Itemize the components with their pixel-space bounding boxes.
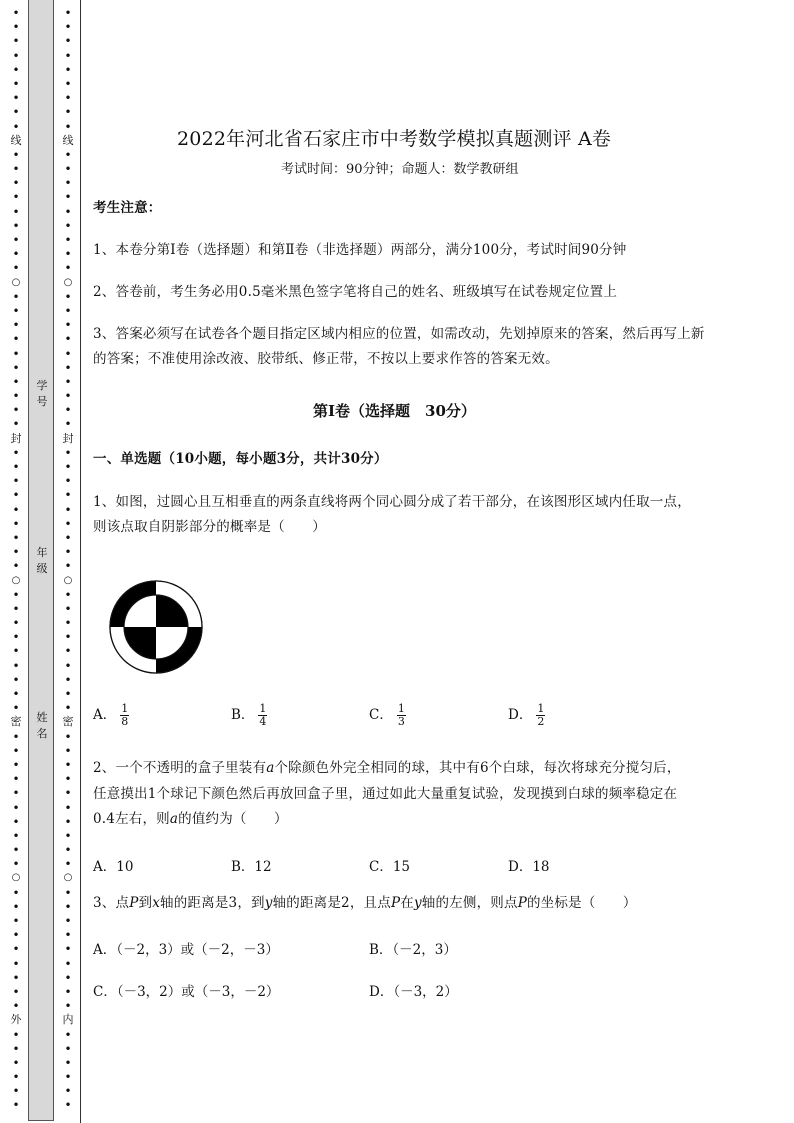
- seal-dot: •: [12, 545, 20, 560]
- seal-dot: •: [64, 984, 72, 999]
- section-title: 第Ⅰ卷（选择题 30分）: [313, 402, 476, 420]
- seal-dot: •: [12, 332, 20, 347]
- seal-dot: •: [64, 970, 72, 985]
- seal-dot: •: [12, 346, 20, 361]
- notice-item-3-cont: 的答案；不准使用涂改液、胶带纸、修正带，不按以上要求作答的答案无效。: [93, 351, 559, 367]
- seal-dot: •: [64, 6, 72, 20]
- q3-option-b[interactable]: B．（－2，3）: [369, 942, 457, 958]
- q2-option-b[interactable]: B．12: [231, 859, 272, 875]
- seal-dot: •: [64, 800, 72, 815]
- seal-dot: •: [64, 928, 72, 943]
- seal-dot: •: [64, 119, 72, 134]
- seal-dot: •: [12, 658, 20, 673]
- seal-dot: •: [12, 474, 20, 489]
- q1-option-d[interactable]: D． $\frac{1}{2}$: [508, 702, 545, 728]
- seal-dot: •: [12, 857, 20, 872]
- seal-dot: •: [64, 914, 72, 928]
- seal-dot: •: [12, 701, 20, 716]
- seal-dot: •: [64, 247, 72, 262]
- field-grade: 年级: [36, 546, 48, 575]
- seal-dot: •: [64, 1070, 72, 1085]
- seal-dot: •: [64, 786, 72, 801]
- seal-dot: •: [64, 147, 72, 162]
- seal-dot: •: [64, 460, 72, 474]
- q3-option-d[interactable]: D．（－3，2）: [369, 984, 458, 1000]
- seal-dot: •: [64, 687, 72, 701]
- seal-dot: •: [64, 62, 72, 77]
- seal-dot: •: [12, 6, 20, 20]
- seal-dot: •: [64, 360, 72, 375]
- seal-dot: •: [12, 729, 20, 744]
- seal-dot: •: [64, 91, 72, 106]
- seal-circle-icon: ○: [63, 872, 73, 884]
- q1-text-line2: 则该点取自阴影部分的概率是（ ）: [93, 519, 326, 535]
- part-heading: 一、单选题（10小题，每小题3分，共计30分）: [93, 451, 388, 467]
- seal-dot: •: [12, 1084, 20, 1099]
- seal-mark: 封: [62, 431, 74, 445]
- seal-dot: •: [64, 772, 72, 787]
- seal-dot: •: [12, 970, 20, 985]
- seal-dot: •: [12, 48, 20, 63]
- seal-circle-icon: ○: [63, 276, 73, 288]
- seal-dot: •: [64, 956, 72, 971]
- seal-dot: •: [12, 176, 20, 191]
- seal-dot: •: [64, 502, 72, 517]
- q1-option-b[interactable]: B． $\frac{1}{4}$: [231, 702, 267, 728]
- seal-dot: •: [64, 289, 72, 304]
- q2-text-line3: 0.4左右，则a的值约为（ ）: [93, 811, 288, 827]
- seal-dot: •: [64, 743, 72, 758]
- seal-dot: •: [12, 956, 20, 971]
- seal-mark: 密: [10, 715, 22, 729]
- seal-dot: •: [12, 318, 20, 333]
- q1-text-line1: 1、如图，过圆心且互相垂直的两条直线将两个同心圆分成了若干部分，在该图形区域内任取一点，: [93, 494, 691, 510]
- seal-dot: •: [12, 559, 20, 574]
- seal-dot: •: [64, 190, 72, 205]
- seal-dot: •: [12, 1098, 20, 1113]
- seal-dot: •: [12, 616, 20, 631]
- seal-dot: •: [64, 218, 72, 233]
- seal-dot: •: [12, 914, 20, 928]
- seal-dot: •: [64, 318, 72, 333]
- seal-dot: •: [64, 672, 72, 687]
- notice-item-3: 3、答案必须写在试卷各个题目指定区域内相应的位置，如需改动，先划掉原来的答案，然后再写上新: [93, 326, 705, 342]
- seal-dot: •: [12, 389, 20, 404]
- outer-seal-line: [10, 6, 22, 1113]
- seal-dot: •: [64, 389, 72, 404]
- seal-dot: •: [64, 1098, 72, 1113]
- seal-dot: •: [12, 445, 20, 460]
- seal-circle-icon: ○: [63, 574, 73, 586]
- seal-dot: •: [64, 814, 72, 829]
- seal-dot: •: [64, 1027, 72, 1042]
- q3-option-a[interactable]: A．（－2，3）或（－2，－3）: [93, 942, 279, 958]
- seal-dot: •: [12, 360, 20, 375]
- seal-dot: •: [64, 828, 72, 843]
- q3-option-c[interactable]: C．（－3，2）或（－3，－2）: [93, 984, 280, 1000]
- seal-dot: •: [64, 843, 72, 858]
- seal-dot: •: [12, 743, 20, 758]
- seal-dot: •: [12, 218, 20, 233]
- seal-dot: •: [12, 1055, 20, 1070]
- margin-border: [80, 0, 81, 1123]
- seal-dot: •: [12, 644, 20, 659]
- seal-dot: •: [12, 34, 20, 49]
- seal-dot: •: [12, 630, 20, 645]
- seal-dot: •: [12, 460, 20, 474]
- seal-dot: •: [12, 772, 20, 787]
- seal-dot: •: [12, 303, 20, 318]
- field-name: 姓名: [36, 711, 48, 740]
- seal-dot: •: [64, 1055, 72, 1070]
- seal-mark: 封: [10, 431, 22, 445]
- seal-dot: •: [12, 786, 20, 801]
- seal-dot: •: [64, 630, 72, 645]
- seal-circle-icon: ○: [11, 574, 21, 586]
- seal-dot: •: [64, 658, 72, 673]
- seal-dot: •: [64, 474, 72, 489]
- seal-dot: •: [12, 757, 20, 772]
- seal-dot: •: [12, 1041, 20, 1056]
- seal-dot: •: [12, 204, 20, 219]
- seal-dot: •: [64, 403, 72, 418]
- seal-dot: •: [12, 119, 20, 134]
- seal-dot: •: [64, 346, 72, 361]
- seal-dot: •: [64, 261, 72, 276]
- seal-dot: •: [64, 601, 72, 616]
- seal-dot: •: [12, 899, 20, 914]
- notice-item-2: 2、答卷前，考生务必用0.5毫米黑色签字笔将自己的姓名、班级填写在试卷规定位置上: [93, 284, 618, 300]
- seal-dot: •: [64, 559, 72, 574]
- seal-dot: •: [12, 1027, 20, 1042]
- seal-dot: •: [64, 162, 72, 177]
- seal-dot: •: [12, 147, 20, 162]
- seal-dot: •: [64, 303, 72, 318]
- seal-dot: •: [64, 942, 72, 957]
- q2-text-line1: 2、一个不透明的盒子里装有a个除颜色外完全相同的球，其中有6个白球，每次将球充分搅匀后，: [93, 760, 681, 776]
- seal-mark: 线: [10, 133, 22, 147]
- seal-dot: •: [64, 899, 72, 914]
- seal-dot: •: [64, 757, 72, 772]
- q1-figure-concentric-circles: [107, 578, 205, 676]
- binding-margin: [0, 0, 82, 1123]
- seal-dot: •: [12, 374, 20, 389]
- seal-dot: •: [64, 105, 72, 120]
- seal-dot: •: [64, 545, 72, 560]
- q2-option-d[interactable]: D．18: [508, 859, 550, 875]
- seal-dot: •: [64, 445, 72, 460]
- seal-dot: •: [64, 374, 72, 389]
- seal-dot: •: [12, 488, 20, 503]
- seal-dot: •: [64, 48, 72, 63]
- seal-dot: •: [12, 530, 20, 545]
- seal-dot: •: [64, 233, 72, 247]
- seal-dot: •: [12, 233, 20, 247]
- seal-dot: •: [12, 105, 20, 120]
- seal-dot: •: [64, 885, 72, 900]
- seal-dot: •: [64, 701, 72, 716]
- seal-dot: •: [64, 729, 72, 744]
- seal-dot: •: [12, 843, 20, 858]
- seal-dot: •: [64, 587, 72, 602]
- q1-option-a[interactable]: A． $\frac{1}{8}$: [93, 702, 129, 728]
- seal-dot: •: [12, 502, 20, 517]
- seal-dot: •: [12, 999, 20, 1014]
- seal-dot: •: [64, 857, 72, 872]
- seal-dot: •: [64, 417, 72, 432]
- seal-dot: •: [12, 800, 20, 815]
- seal-dot: •: [64, 76, 72, 91]
- seal-dot: •: [64, 20, 72, 35]
- seal-dot: •: [12, 261, 20, 276]
- q2-text-line2: 任意摸出1个球记下颜色然后再放回盒子里，通过如此大量重复试验，发现摸到白球的频率稳定在: [93, 786, 678, 802]
- seal-dot: •: [12, 885, 20, 900]
- seal-dot: •: [12, 91, 20, 106]
- seal-mark: 外: [10, 1013, 22, 1027]
- seal-dot: •: [12, 687, 20, 701]
- seal-mark: 内: [62, 1013, 74, 1027]
- seal-dot: •: [12, 587, 20, 602]
- seal-dot: •: [64, 516, 72, 531]
- seal-dot: •: [64, 332, 72, 347]
- seal-dot: •: [64, 204, 72, 219]
- notice-item-1: 1、本卷分第Ⅰ卷（选择题）和第Ⅱ卷（非选择题）两部分，满分100分，考试时间90分钟: [93, 242, 627, 258]
- seal-dot: •: [64, 1084, 72, 1099]
- seal-dot: •: [12, 417, 20, 432]
- page-title: 2022年河北省石家庄市中考数学模拟真题测评 A卷: [177, 128, 612, 150]
- seal-dot: •: [12, 928, 20, 943]
- seal-dot: •: [12, 601, 20, 616]
- seal-dot: •: [12, 516, 20, 531]
- seal-dot: •: [12, 828, 20, 843]
- seal-dot: •: [12, 62, 20, 77]
- seal-dot: •: [12, 289, 20, 304]
- seal-dot: •: [12, 162, 20, 177]
- seal-dot: •: [64, 176, 72, 191]
- q2-option-a[interactable]: A．10: [93, 859, 134, 875]
- inner-seal-line: [62, 6, 74, 1113]
- seal-dot: •: [12, 984, 20, 999]
- seal-dot: •: [64, 1041, 72, 1056]
- seal-dot: •: [12, 403, 20, 418]
- seal-dot: •: [64, 999, 72, 1014]
- seal-dot: •: [64, 644, 72, 659]
- field-student-id: 学号: [36, 379, 48, 408]
- q3-text: 3、点P到x轴的距离是3，到y轴的距离是2，且点P在y轴的左侧，则点P的坐标是（ ）: [93, 895, 637, 911]
- seal-mark: 线: [62, 133, 74, 147]
- seal-dot: •: [12, 814, 20, 829]
- seal-dot: •: [64, 488, 72, 503]
- seal-dot: •: [12, 672, 20, 687]
- seal-circle-icon: ○: [11, 872, 21, 884]
- q1-option-c[interactable]: C． $\frac{1}{3}$: [369, 702, 405, 728]
- seal-dot: •: [64, 34, 72, 49]
- seal-dot: •: [12, 247, 20, 262]
- seal-dot: •: [64, 530, 72, 545]
- seal-circle-icon: ○: [11, 276, 21, 288]
- seal-dot: •: [12, 1070, 20, 1085]
- seal-mark: 密: [62, 715, 74, 729]
- notice-heading: 考生注意：: [93, 200, 162, 216]
- seal-dot: •: [64, 616, 72, 631]
- seal-dot: •: [12, 190, 20, 205]
- seal-dot: •: [12, 76, 20, 91]
- seal-dot: •: [12, 942, 20, 957]
- seal-dot: •: [12, 20, 20, 35]
- q2-option-c[interactable]: C．15: [369, 859, 411, 875]
- page-subtitle: 考试时间：90分钟；命题人：数学教研组: [281, 162, 519, 177]
